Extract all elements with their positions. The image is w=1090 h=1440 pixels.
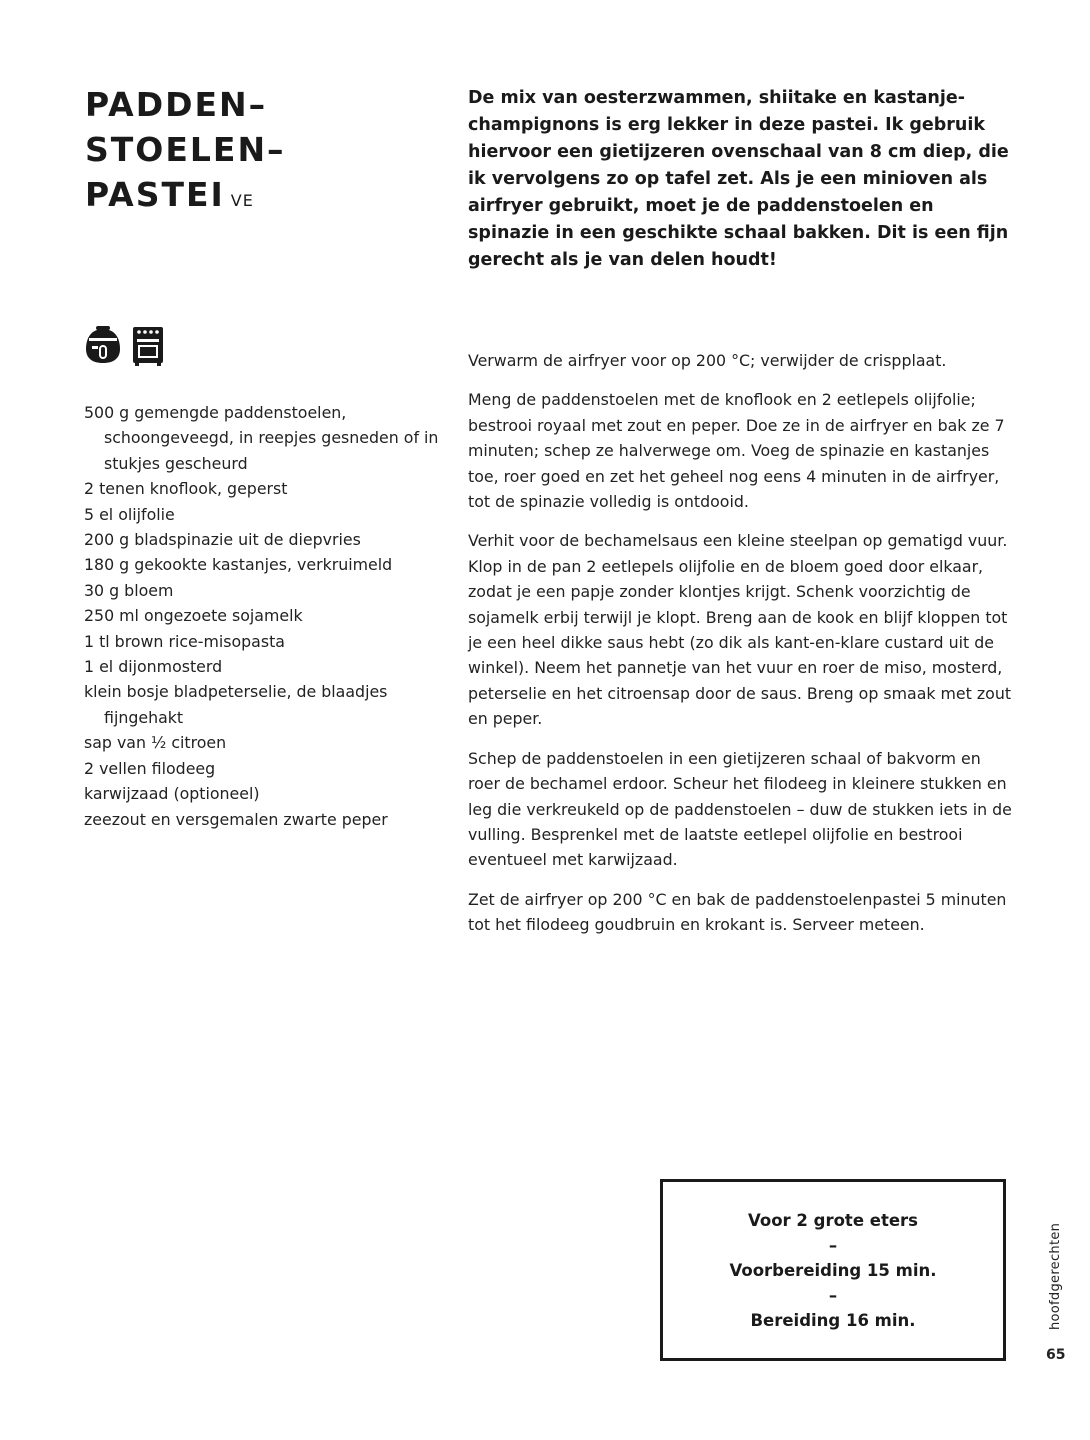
ingredient-item: zeezout en versgemalen zwarte peper [84,809,388,829]
title-line-3 [85,172,286,223]
info-separator: – [828,1285,838,1305]
title-line-1: PADDEN– [85,85,268,124]
method-step-5: Zet de airfryer op 200 °C en bak de paddenstoelenpastei 5 minuten tot het filodeeg goudbruin en krokant is. Serveer meteen. [468,889,1007,935]
oven-icon [131,325,165,367]
ingredient-item: 180 g gekookte kastanjes, verkruimeld [84,555,393,575]
recipe-title [85,82,286,223]
section-label: hoofdgerechten [1048,1222,1063,1330]
airfryer-icon [84,325,122,367]
ingredient-item: 2 vellen filodeeg [84,758,216,778]
servings-text: Voor 2 grote eters [748,1210,918,1230]
ingredient-item: 2 tenen knoflook, geperst [84,479,288,499]
prep-time-text: Voorbereiding 15 min. [729,1260,937,1280]
page-number: 65 [1046,1347,1066,1363]
title-line-3-text: PASTEI [85,175,225,214]
cook-time-text: Bereiding 16 min. [750,1310,916,1330]
ingredient-item: 30 g bloem [84,580,174,600]
method-steps [468,348,1016,952]
info-separator: – [828,1235,838,1255]
ingredient-item: sap van ½ citroen [84,733,227,753]
ingredient-item: 1 tl brown rice-misopasta [84,631,285,651]
vegan-tag: VE [230,191,254,210]
ingredient-list [84,400,444,832]
ingredient-item: 5 el olijfolie [84,504,175,524]
ingredient-item: klein bosje bladpeterselie, de blaadjes fijngehakt [84,682,388,727]
ingredient-item: 1 el dijonmosterd [84,657,223,677]
method-step-4: Schep de paddenstoelen in een gietijzeren schaal of bakvorm en roer de bechamel erdoor. Scheur het filodeeg in kleinere stukken en leg die verkreukeld op de paddenstoelen – duw de stukken iets in de vulling. Besprenkel met de laatste eetlepel olijfolie en bestrooi eventueel met karwijzaad. [468,748,1012,870]
recipe-intro: De mix van oesterzwammen, shiitake en kastanjechampignons is erg lekker in deze pastei. Ik gebruik hiervoor een gietijzeren ovenschaal van 8 cm diep, die ik vervolgens zo op tafel zet. Als je een minioven als airfryer gebruikt, moet je de paddenstoelen en spinazie in een geschikte schaal bakken. Dit is een fijn gerecht als je van delen houdt! [468,88,1009,270]
ingredient-item: 250 ml ongezoete sojamelk [84,606,303,626]
method-step-1: Verwarm de airfryer voor op 200 °C; verwijder de crispplaat. [468,351,947,370]
method-step-2: Meng de paddenstoelen met de knoflook en 2 eetlepels olijfolie; bestrooi royaal met zout en peper. Doe ze in de airfryer en bak ze 7 minuten; schep ze halverwege om. Voeg de spinazie en kastanjes toe, roer goed en zet het geheel nog eens 4 minuten in de airfryer, tot de spinazie volledig is ontdooid. [468,390,1005,512]
appliance-icons [84,325,165,367]
title-line-2: STOELEN– [85,130,286,169]
method-step-3: Verhit voor de bechamelsaus een kleine steelpan op gematigd vuur. Klop in de pan 2 eetlepels olijfolie en de bloem goed door elkaar, zodat je een papje zonder klontjes krijgt. Schenk voorzichtig de sojamelk erbij terwijl je klopt. Breng aan de kook en blijf kloppen tot je een heel dikke saus hebt (zo dik als kant-en-klare custard uit de winkel). Neem het pannetje van het vuur en roer de miso, mosterd, peterselie en het citroensap door de saus. Breng op smaak met zout en peper. [468,531,1012,729]
ingredient-item: karwijzaad (optioneel) [84,784,260,804]
recipe-info-box [660,1179,1006,1361]
ingredient-item: 200 g bladspinazie uit de diepvries [84,530,361,550]
ingredient-item: 500 g gemengde paddenstoelen, schoongeveegd, in reepjes gesneden of in stukjes gescheurd [84,403,439,473]
